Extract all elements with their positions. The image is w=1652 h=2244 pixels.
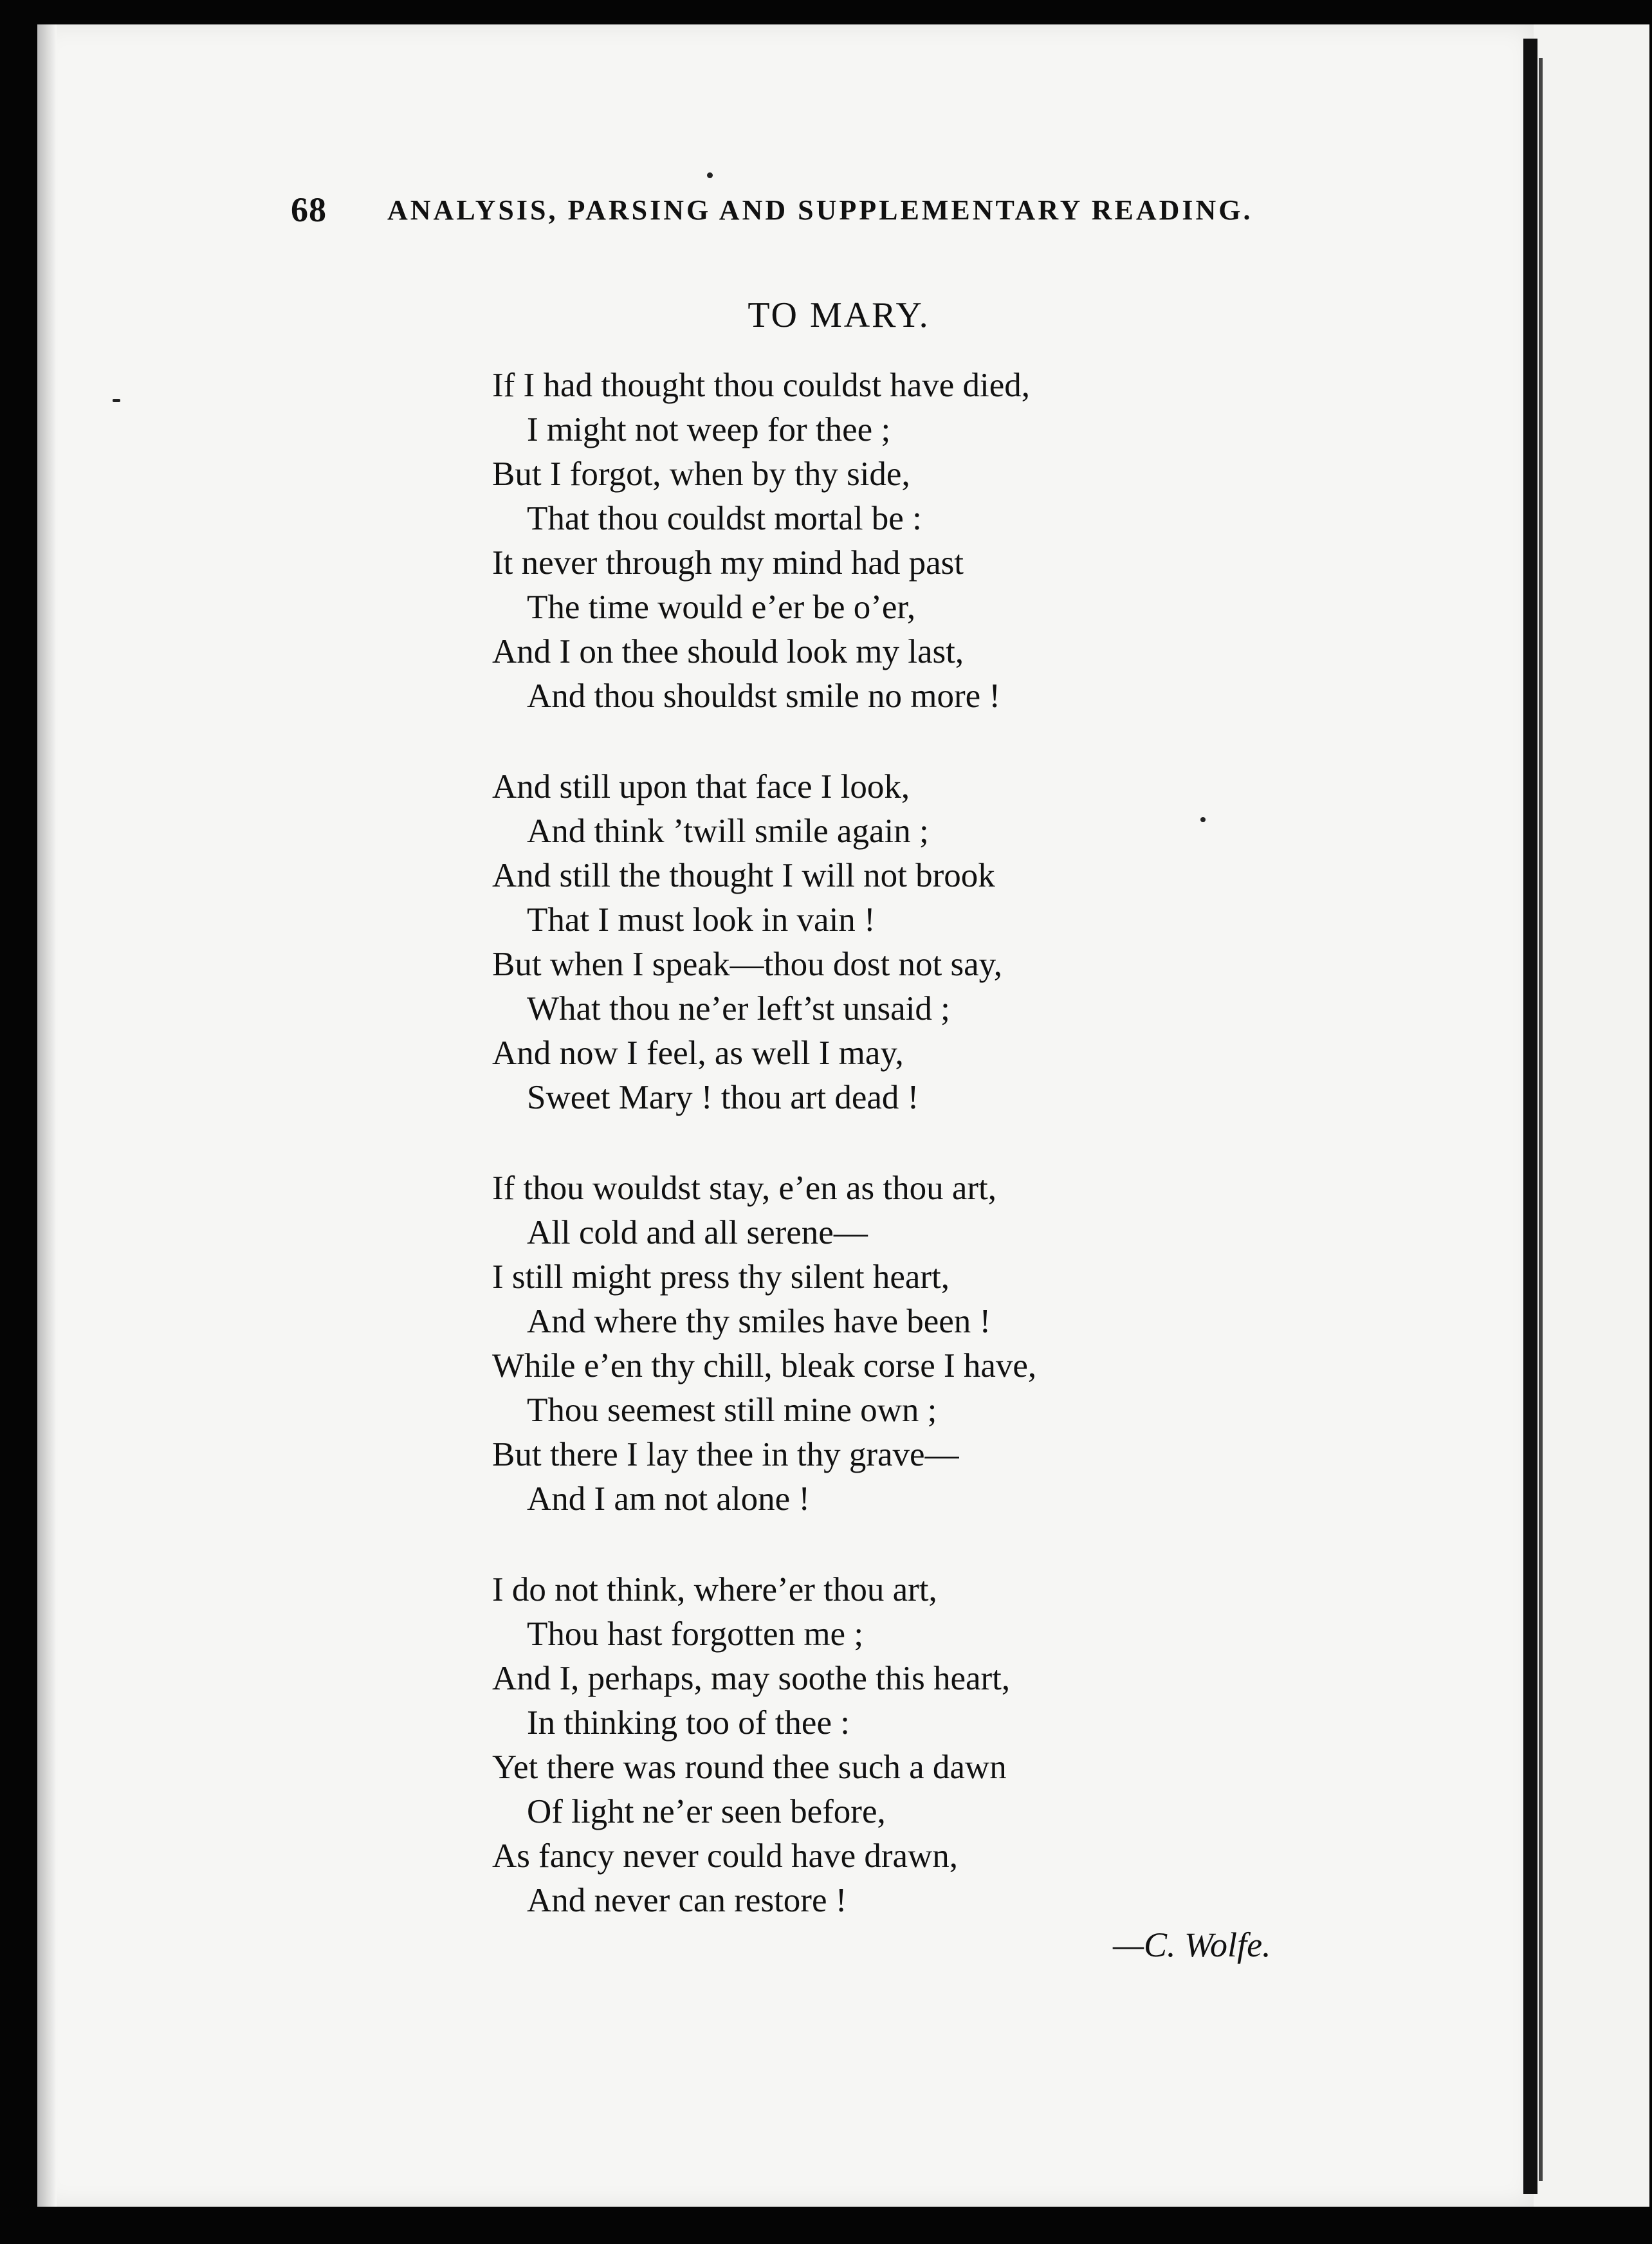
poem-title-text: TO MARY. <box>748 295 930 335</box>
poem-line: And still upon that face I look, <box>492 768 910 805</box>
poem-line: If thou wouldst stay, e’en as thou art, <box>492 1170 997 1207</box>
binding-shadow <box>1539 58 1543 2181</box>
poem-line: The time would e’er be o’er, <box>527 589 916 626</box>
poem-line: Yet there was round thee such a dawn <box>492 1749 1007 1786</box>
poem-line: And now I feel, as well I may, <box>492 1035 904 1072</box>
running-head <box>0 190 1652 248</box>
poem-line: And I, perhaps, may soothe this heart, <box>492 1660 1011 1697</box>
page-edge-shadow <box>37 24 57 2207</box>
poem-line: Sweet Mary ! thou art dead ! <box>527 1079 919 1116</box>
ink-speck <box>113 399 120 402</box>
poem-line: And still the thought I will not brook <box>492 857 995 894</box>
poem-line: It never through my mind had past <box>492 544 964 582</box>
poem-line: All cold and all serene— <box>527 1214 868 1251</box>
stanza-3 <box>492 1166 1328 1522</box>
poem-line: But there I lay thee in thy grave— <box>492 1436 959 1473</box>
binding-line <box>1523 39 1537 2194</box>
page-number: 68 <box>291 190 327 229</box>
poem-line: And thou shouldst smile no more ! <box>527 677 1001 715</box>
facing-page-edge <box>1534 24 1649 2207</box>
poem-body <box>492 363 1328 1969</box>
poem-line: Of light ne’er seen before, <box>527 1793 886 1830</box>
poem-line: I still might press thy silent heart, <box>492 1258 950 1296</box>
poem-line: And I am not alone ! <box>527 1480 811 1518</box>
poem-line: And think ’twill smile again ; <box>527 813 929 850</box>
poem-line: Thou seemest still mine own ; <box>527 1392 937 1429</box>
poem-attribution: —C. Wolfe. <box>1113 1926 1271 1964</box>
poem-line: As fancy never could have drawn, <box>492 1837 959 1875</box>
poem-line: And I on thee should look my last, <box>492 633 964 670</box>
poem-line: And never can restore ! <box>527 1882 847 1919</box>
poem-line: But I forgot, when by thy side, <box>492 455 910 493</box>
stanza-2 <box>492 765 1328 1120</box>
stanza-1 <box>492 363 1328 719</box>
poem-line: I might not weep for thee ; <box>527 411 891 448</box>
poem-line: I do not think, where’er thou art, <box>492 1571 937 1608</box>
poem-title <box>0 295 1652 336</box>
running-title: ANALYSIS, PARSING AND SUPPLEMENTARY READING. <box>387 194 1253 226</box>
poem-line: Thou hast forgotten me ; <box>527 1615 864 1653</box>
poem-line: And where thy smiles have been ! <box>527 1303 991 1340</box>
poem-line: That thou couldst mortal be : <box>527 500 922 537</box>
poem-line: If I had thought thou couldst have died, <box>492 367 1031 404</box>
poem-line: What thou ne’er left’st unsaid ; <box>527 990 950 1027</box>
stanza-4 <box>492 1568 1328 1923</box>
poem-line: That I must look in vain ! <box>527 901 876 939</box>
ink-speck <box>707 172 713 178</box>
poem-line: While e’en thy chill, bleak corse I have, <box>492 1347 1037 1384</box>
poem-line: In thinking too of thee : <box>527 1704 850 1742</box>
poem-line: But when I speak—thou dost not say, <box>492 946 1002 983</box>
